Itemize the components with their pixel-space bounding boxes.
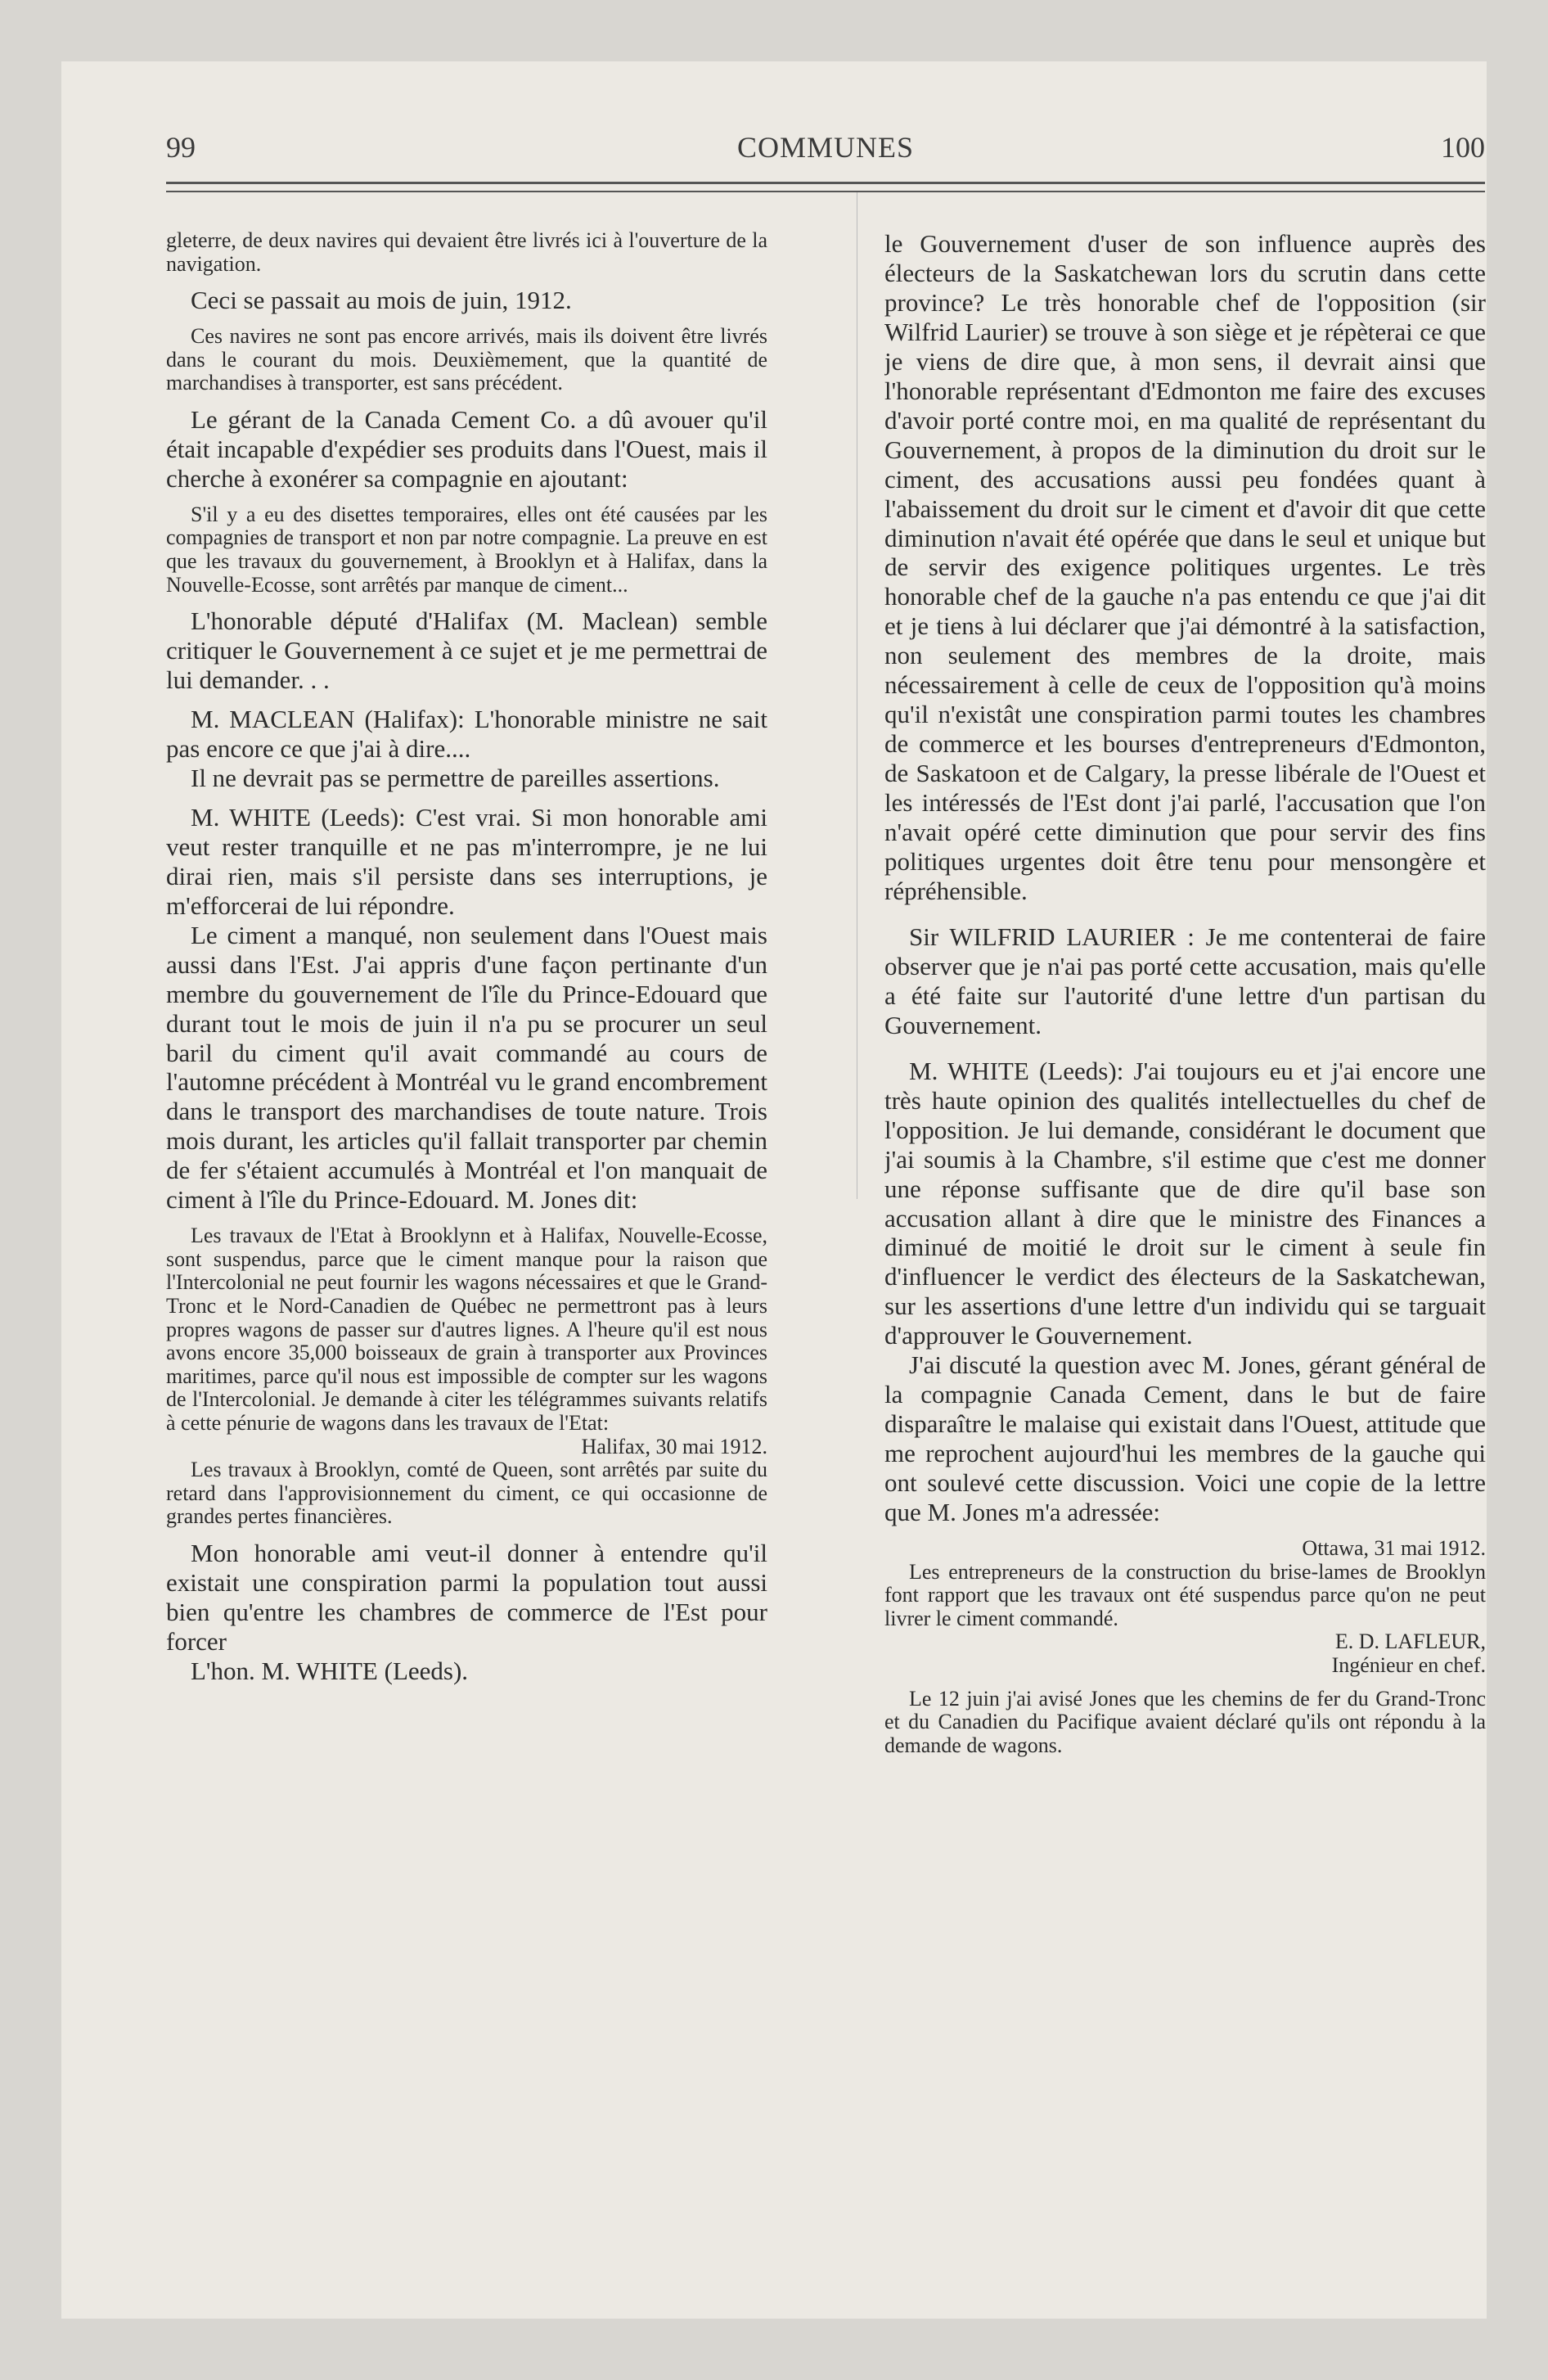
page-sheet bbox=[61, 61, 1487, 2319]
page-number-left: 99 bbox=[166, 131, 196, 164]
telegram-dateline: Halifax, 30 mai 1912. bbox=[581, 1434, 767, 1458]
page-header bbox=[166, 125, 1485, 174]
letter-dateline: Ottawa, 31 mai 1912. bbox=[1302, 1535, 1486, 1560]
letter-signature-title: Ingénieur en chef. bbox=[1331, 1652, 1486, 1677]
paragraph: Ces navires ne sont pas encore arrivés, mais ils doivent être livrés dans le courant du mois. Deuxièmement, que la quantité de marchandises à transporter, est sans précédent. bbox=[166, 324, 767, 395]
paragraph: le Gouvernement d'user de son influence auprès des électeurs de la Saskatchewan lors du scrutin dans cette province? Le très honorable chef de l'opposition (sir Wilfrid Laurier) se trouve à son siège et je répèterai ce que je viens de dire que, à mon sens, il devrait ainsi que l'honorable représentant d'Edmonton me faire des excuses d'avoir porté contre moi, en ma qualité de représentant du Gouvernement, à propos de la diminution du droit sur le ciment, des accusations aussi peu fondées quant à l'abaissement du droit sur le ciment et d'avoir dit que cette diminution n'avait été opérée que dans le seul et unique but de servir des exigence politiques urgentes. Le très honorable chef de la gauche n'a pas entendu ce que j'ai dit et je tiens à lui déclarer que j'ai démontré à la satisfaction, non seulement des membres de la droite, mais nécessairement à celle de ceux de l'opposition qu'à moins qu'il n'existât une conspiration parmi toutes les chambres de commerce et les bourses d'entrepreneurs d'Edmonton, de Saskatoon et de Calgary, la presse libérale de l'Ouest et les intéressés de l'Est dont j'ai parlé, l'accusation que l'on n'avait opéré cette diminution que pour servir des fins politiques urgentes doit être tenu pour mensongère et répréhensible. bbox=[884, 229, 1486, 905]
right-column bbox=[884, 229, 1486, 2292]
left-column bbox=[166, 229, 767, 2292]
header-rule-top bbox=[166, 182, 1485, 184]
paragraph: Le gérant de la Canada Cement Co. a dû avouer qu'il était incapable d'expédier ses produits dans l'Ouest, mais il cherche à exonérer sa compagnie en ajoutant: bbox=[166, 404, 767, 493]
paragraph: gleterre, de deux navires qui devaient être livrés ici à l'ouverture de la navigation. bbox=[166, 229, 767, 276]
speaker-paragraph: M. WHITE (Leeds): C'est vrai. Si mon honorable ami veut rester tranquille et ne pas m'interrompre, je ne lui dirai rien, mais s'il persiste dans ses interruptions, je m'efforcerai de lui répondre. bbox=[166, 802, 767, 920]
speaker-paragraph: M. WHITE (Leeds): J'ai toujours eu et j'ai encore une très haute opinion des qualités intellectuelles du chef de l'opposition. Je lui demande, considérant le document que j'ai soumis à la Chambre, s'il estime que c'est me donner une réponse suffisante que de dire qu'il base son accusation allant à dire que le ministre des Finances a diminué de moitié le droit sur le ciment à seule fin d'influencer le verdict des électeurs de la Saskatchewan, sur les assertions d'une lettre d'un individu qui se targuait d'approuver le Gouvernement. bbox=[884, 1056, 1486, 1350]
running-title: COMMUNES bbox=[736, 131, 915, 164]
paragraph: Mon honorable ami veut-il donner à entendre qu'il existait une conspiration parmi la population tout aussi bien qu'entre les chambres de commerce de l'Est pour forcer bbox=[166, 1538, 767, 1656]
speaker-paragraph: Sir WILFRID LAURIER : Je me contenterai de faire observer que je n'ai pas porté cette accusation, mais qu'elle a été faite sur l'autorité d'une lettre d'un partisan du Gouvernement. bbox=[884, 922, 1486, 1039]
paragraph: L'honorable député d'Halifax (M. Maclean) semble critiquer le Gouvernement à ce sujet et je me permettrai de lui demander. . . bbox=[166, 606, 767, 695]
speaker-line: L'hon. M. WHITE (Leeds). bbox=[191, 1656, 469, 1685]
paragraph: Ceci se passait au mois de juin, 1912. bbox=[191, 286, 572, 315]
paragraph: Il ne devrait pas se permettre de pareilles assertions. bbox=[191, 763, 720, 792]
paragraph: Le 12 juin j'ai avisé Jones que les chemins de fer du Grand-Tronc et du Canadien du Pacifique avaient déclaré qu'ils ont répondu à la demande de wagons. bbox=[884, 1686, 1486, 1757]
telegram-text: Les travaux à Brooklyn, comté de Queen, sont arrêtés par suite du retard dans l'approvisionnement du ciment, ce qui occasionne de grandes pertes financières. bbox=[166, 1458, 767, 1529]
quotation: S'il y a eu des disettes temporaires, elles ont été causées par les compagnies de transport et non par notre compagnie. La preuve en est que les travaux du gouvernement, à Brooklyn et à Halifax, dans la Nouvelle-Ecosse, sont arrêtés par manque de ciment... bbox=[166, 502, 767, 597]
paragraph: J'ai discuté la question avec M. Jones, gérant général de la compagnie Canada Cement, dans le but de faire disparaître le malaise qui existait dans l'Ouest, attitude que me reprochent aujourd'hui les membres de la gauche qui ont soulevé cette discussion. Voici une copie de la lettre que M. Jones m'a adressée: bbox=[884, 1350, 1486, 1527]
speaker-paragraph: M. MACLEAN (Halifax): L'honorable ministre ne sait pas encore ce que j'ai à dire.... bbox=[166, 705, 767, 763]
page-number-right: 100 bbox=[1441, 131, 1485, 164]
paragraph: Le ciment a manqué, non seulement dans l'Ouest mais aussi dans l'Est. J'ai appris d'une façon pertinante d'un membre du gouvernement de l'île du Prince-Edouard que durant tout le mois de juin il n'a pu se procurer un seul baril du ciment qu'il avait commandé au cours de l'automne précédent à Montréal vu le grand encombrement dans le transport des marchandises de toute nature. Trois mois durant, les articles qu'il fallait transporter par chemin de fer s'étaient accumulés à Montréal et l'on manquait de ciment à l'île du Prince-Edouard. M. Jones dit: bbox=[166, 920, 767, 1215]
header-rule-bottom bbox=[166, 191, 1485, 192]
quotation: Les travaux de l'Etat à Brooklynn et à Halifax, Nouvelle-Ecosse, sont suspendus, parce que le ciment manque pour la raison que l'Intercolonial ne peut fournir les wagons nécessaires et que le Grand-Tronc et le Nord-Canadien de Québec ne permettront pas à leurs propres wagons de passer sur d'autres lignes. A l'heure qu'il est nous avons encore 35,000 boisseaux de grain à transporter aux Provinces maritimes, parce qu'il nous est impossible de compter sur les wagons de l'Intercolonial. Je demande à citer les télégrammes suivants relatifs à cette pénurie de wagons dans les travaux de l'Etat: bbox=[166, 1224, 767, 1435]
letter-signature: E. D. LAFLEUR, bbox=[1334, 1629, 1486, 1654]
letter-text: Les entrepreneurs de la construction du brise-lames de Brooklyn font rapport que les travaux ont été suspendus parce qu'on ne peut livrer le ciment commandé. bbox=[884, 1559, 1486, 1630]
